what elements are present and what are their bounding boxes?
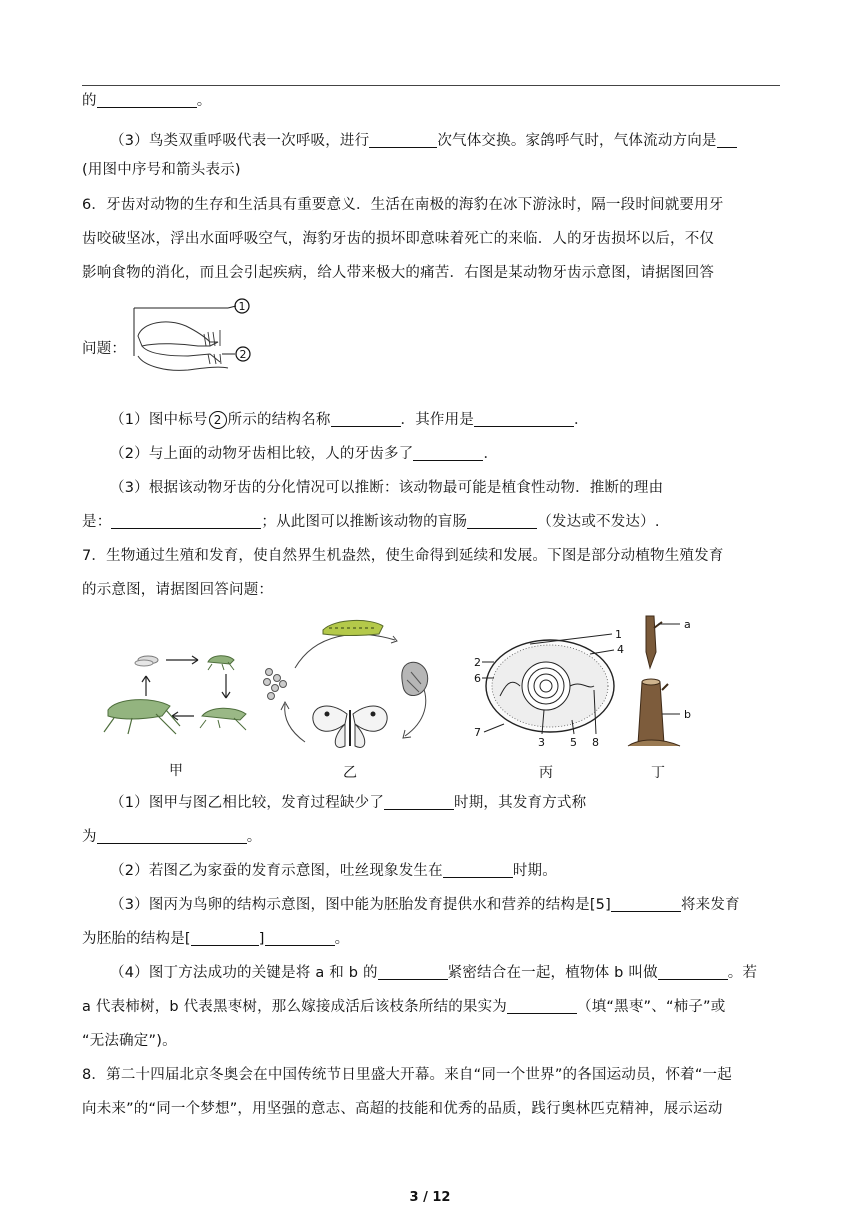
grafting-figure [620,610,710,750]
answer-blank[interactable] [97,92,197,108]
question-6-text: 齿咬破坚冰，浮出水面呼吸空气，海豹牙齿的损坏即意味着死亡的来临．人的牙齿损坏以后，不仅 [82,231,715,247]
text-line: 为胚胎的结构是[ ] 。 [82,931,350,947]
tooth-diagram [128,296,264,378]
answer-blank[interactable] [611,896,681,912]
text-line: (用图中序号和箭头表示) [82,162,241,178]
egg-structure-figure [470,624,630,752]
answer-blank[interactable] [191,930,259,946]
text-line: （3）根据该动物牙齿的分化情况可以推断：该动物最可能是植食性动物．推断的理由 [110,480,664,496]
text-line: （3）图丙为鸟卵的结构示意图，图中能为胚胎发育提供水和营养的结构是[5] 将来发育 [110,897,740,913]
question-8-text: 8．第二十四届北京冬奥会在中国传统节日里盛大开幕。来自“同一个世界”的各国运动员，怀着“一起 [82,1067,732,1083]
graft-label: b [684,708,691,721]
answer-blank[interactable] [658,964,728,980]
text-line: （1）图中标号 2 所示的结构名称 ．其作用是 ． [110,412,589,428]
text-line: （2）与上面的动物牙齿相比较，人的牙齿多了 ． [110,446,499,462]
egg-label: 8 [592,736,599,749]
tooth-label: 1 [238,300,246,313]
question-6-text: 6．牙齿对动物的生存和生活具有重要意义．生活在南极的海豹在冰下游泳时，隔一段时间就要用牙 [82,197,724,213]
tooth-label: 2 [239,348,247,361]
answer-blank[interactable] [384,794,454,810]
text-line: 为 。 [82,829,262,845]
egg-label: 3 [538,736,545,749]
question-7-text: 的示意图，请据图回答问题： [82,582,274,598]
answer-blank[interactable] [474,411,574,427]
figure-caption: 乙 [343,765,357,781]
circled-number: 2 [209,411,227,429]
answer-blank[interactable] [331,411,401,427]
text-line: （3）鸟类双重呼吸代表一次呼吸，进行 次气体交换。家鸽呼气时，气体流动方向是 [110,131,782,151]
answer-blank[interactable] [467,513,537,529]
graft-label: a [684,618,691,631]
answer-blank[interactable] [369,132,437,148]
question-6-text: 影响食物的消化，而且会引起疾病，给人带来极大的痛苦．右图是某动物牙齿示意图，请据图回答 [82,265,715,281]
answer-blank[interactable] [507,998,577,1014]
text-line: “无法确定”)。 [82,1033,177,1049]
question-7-text: 7．生物通过生殖和发育，使自然界生机盎然，使生命得到延续和发展。下图是部分动植物生殖发育 [82,548,724,564]
question-8-text: 向未来”的“同一个梦想”，用坚强的意志、高超的技能和优秀的品质，践行奥林匹克精神，展示运动 [82,1101,723,1117]
answer-blank[interactable] [97,828,247,844]
figure-caption: 丙 [539,765,553,781]
text-line: a 代表柿树，b 代表黑枣树，那么嫁接成活后该枝条所结的果实为 （填“黑枣”、“柿子”或 [82,999,726,1015]
egg-label: 2 [474,656,481,669]
answer-blank[interactable] [717,132,737,148]
answer-blank[interactable] [265,930,335,946]
page-number: 3 / 12 [409,1190,451,1205]
figure-caption: 甲 [169,763,183,779]
text-line: （2）若图乙为家蚕的发育示意图，吐丝现象发生在 时期。 [110,863,557,879]
answer-blank[interactable] [378,964,448,980]
text-line: 的 。 [82,93,212,109]
egg-label: 1 [615,628,622,641]
egg-label: 6 [474,672,481,685]
answer-blank[interactable] [413,445,483,461]
answer-blank[interactable] [111,513,261,529]
text-line: （1）图甲与图乙相比较，发育过程缺少了 时期，其发育方式称 [110,795,587,811]
text-line: 是： ；从此图可以推断该动物的盲肠 （发达或不发达）. [82,514,660,530]
grasshopper-cycle-figure [100,640,260,750]
question-6-text: 问题： [82,341,127,357]
text-line: （4）图丁方法成功的关键是将 a 和 b 的 紧密结合在一起，植物体 b 叫做 。若 [110,965,758,981]
figure-caption: 丁 [651,765,665,781]
header-rule [82,85,780,86]
butterfly-cycle-figure [255,612,445,762]
egg-label: 7 [474,726,481,739]
egg-label: 4 [617,643,624,656]
answer-blank[interactable] [443,862,513,878]
egg-label: 5 [570,736,577,749]
